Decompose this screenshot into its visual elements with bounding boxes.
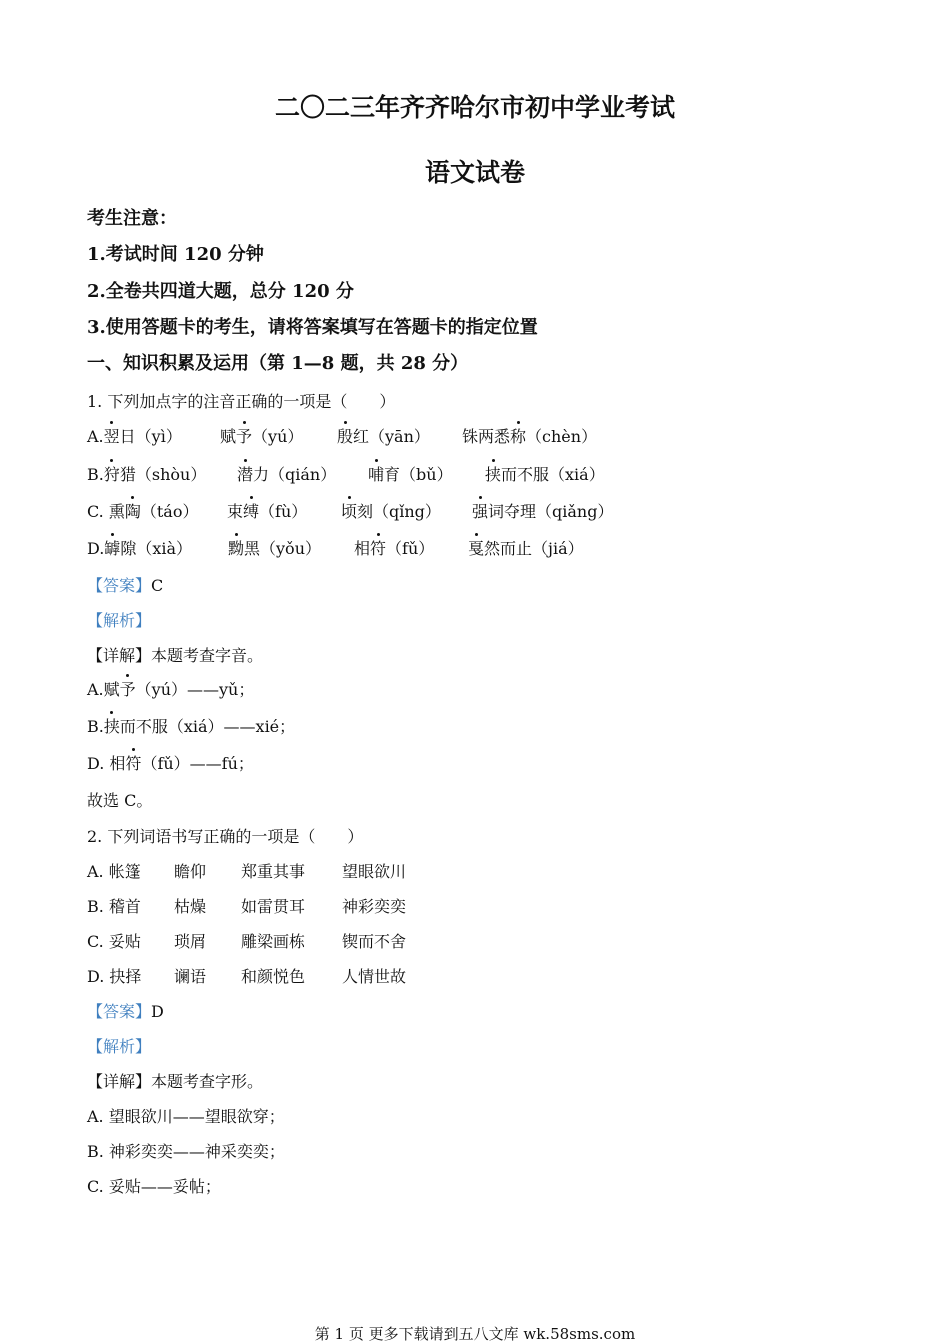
option-text: （yú）: [252, 427, 304, 446]
q2-option-d: [87, 966, 406, 988]
exam-subtitle: 语文试卷: [424, 158, 525, 187]
word: B. 稽首: [87, 897, 141, 916]
page-footer: 第 1 页 更多下载请到五八文库 wk.58sms.com: [314, 1325, 636, 1343]
detail-item: [87, 716, 295, 738]
detail-item: A. 望眼欲川——望眼欲穿；: [87, 1107, 285, 1126]
dotted-char: 缚: [243, 502, 260, 521]
word: 锲而不舍: [342, 932, 407, 951]
option-text: 铢两悉: [462, 427, 511, 446]
option-text: B.: [87, 465, 104, 484]
notice-heading: 考生注意：: [87, 208, 177, 229]
conclusion: 故选 C。: [87, 791, 153, 810]
q1-option-a: [87, 426, 597, 448]
dotted-char: 哺: [368, 465, 385, 484]
answer-line: [87, 1001, 164, 1023]
word: 郑重其事: [241, 862, 306, 881]
detail-text: （yú）——yǔ；: [135, 680, 255, 699]
option-text: 育（bǔ）: [384, 465, 453, 484]
dotted-char: 狩: [103, 465, 120, 484]
detail-line: 【详解】本题考查字音。: [87, 646, 264, 665]
option-text: 相: [354, 539, 371, 558]
dotted-char: 符: [125, 754, 142, 773]
word: C. 妥贴: [87, 932, 141, 951]
option-text: （táo）: [140, 502, 199, 521]
option-text: 红（yān）: [353, 427, 430, 446]
option-text: 黑（yǒu）: [244, 539, 321, 558]
q1-option-c: [87, 501, 613, 523]
option-text: 然而止（jiá）: [484, 539, 584, 558]
detail-item: C. 妥贴——妥帖；: [87, 1177, 221, 1196]
answer-value: C: [151, 576, 164, 595]
option-text: 而不服（xiá）: [501, 465, 605, 484]
dotted-char: 殷: [337, 427, 354, 446]
question-1-stem: 1. 下列加点字的注音正确的一项是（ ）: [87, 392, 396, 411]
dotted-char: 予: [119, 680, 136, 699]
answer-value: D: [151, 1002, 164, 1021]
q1-option-d: [87, 538, 584, 560]
exam-title: 二〇二三年齐齐哈尔市初中学业考试: [274, 93, 675, 122]
dotted-char: 翌: [103, 427, 120, 446]
notice-item: 1.考试时间 120 分钟: [87, 244, 264, 265]
notice-item: 2.全卷共四道大题，总分 120 分: [87, 281, 354, 302]
word: 枯燥: [174, 897, 207, 916]
option-text: A.: [87, 427, 104, 446]
dotted-char: 称: [510, 427, 527, 446]
word: 琐屑: [174, 932, 207, 951]
option-text: （fǔ）: [386, 539, 435, 558]
option-text: 束: [227, 502, 244, 521]
detail-item: B. 神彩奕奕——神采奕奕；: [87, 1142, 285, 1161]
word: 如雷贯耳: [241, 897, 306, 916]
q2-option-c: [87, 931, 406, 953]
answer-label: 【答案】: [87, 576, 152, 595]
section-heading: 一、知识积累及运用（第 1—8 题，共 28 分）: [87, 353, 469, 374]
option-text: 隙（xià）: [120, 539, 193, 558]
option-text: D.: [87, 539, 105, 558]
detail-item: [87, 679, 254, 701]
option-text: 赋: [220, 427, 237, 446]
answer-line: [87, 575, 163, 597]
detail-text: （fǔ）——fú；: [141, 754, 254, 773]
option-text: 刻（qǐng）: [357, 502, 441, 521]
word: 瞻仰: [174, 862, 207, 881]
detail-item: [87, 753, 254, 775]
dotted-char: 强: [472, 502, 489, 521]
detail-text: A.赋: [87, 680, 120, 699]
detail-text: 而不服（xiá）——xié；: [119, 717, 296, 736]
dotted-char: 予: [236, 427, 253, 446]
analysis-label: 【解析】: [87, 611, 152, 630]
option-text: （fù）: [259, 502, 308, 521]
q2-option-a: [87, 861, 406, 883]
word: 和颜悦色: [241, 967, 306, 986]
word: 雕梁画栋: [241, 932, 306, 951]
dotted-char: 黝: [228, 539, 245, 558]
question-2-stem: 2. 下列词语书写正确的一项是（ ）: [87, 827, 364, 846]
analysis-label: 【解析】: [87, 1037, 152, 1056]
dotted-char: 挟: [485, 465, 502, 484]
option-text: 日（yì）: [119, 427, 182, 446]
answer-label: 【答案】: [87, 1002, 152, 1021]
detail-text: B.: [87, 717, 104, 736]
dotted-char: 挟: [103, 717, 120, 736]
option-text: C. 熏: [87, 502, 125, 521]
detail-text: D. 相: [87, 754, 126, 773]
option-text: 力（qián）: [253, 465, 337, 484]
q1-option-b: [87, 464, 605, 486]
word: 人情世故: [342, 967, 407, 986]
word: D. 抉择: [87, 967, 142, 986]
word: 望眼欲川: [342, 862, 407, 881]
detail-line: 【详解】本题考查字形。: [87, 1072, 264, 1091]
dotted-char: 罅: [104, 539, 121, 558]
dotted-char: 顷: [341, 502, 358, 521]
word: 神彩奕奕: [342, 897, 407, 916]
option-text: （chèn）: [526, 427, 598, 446]
dotted-char: 潜: [237, 465, 254, 484]
q2-option-b: [87, 896, 406, 918]
dotted-char: 戛: [468, 539, 485, 558]
option-text: 词夺理（qiǎng）: [488, 502, 614, 521]
dotted-char: 符: [370, 539, 387, 558]
notice-item: 3.使用答题卡的考生，请将答案填写在答题卡的指定位置: [87, 317, 538, 338]
word: 谰语: [174, 967, 207, 986]
dotted-char: 陶: [124, 502, 141, 521]
word: A. 帐篷: [87, 862, 141, 881]
option-text: 猎（shòu）: [119, 465, 207, 484]
